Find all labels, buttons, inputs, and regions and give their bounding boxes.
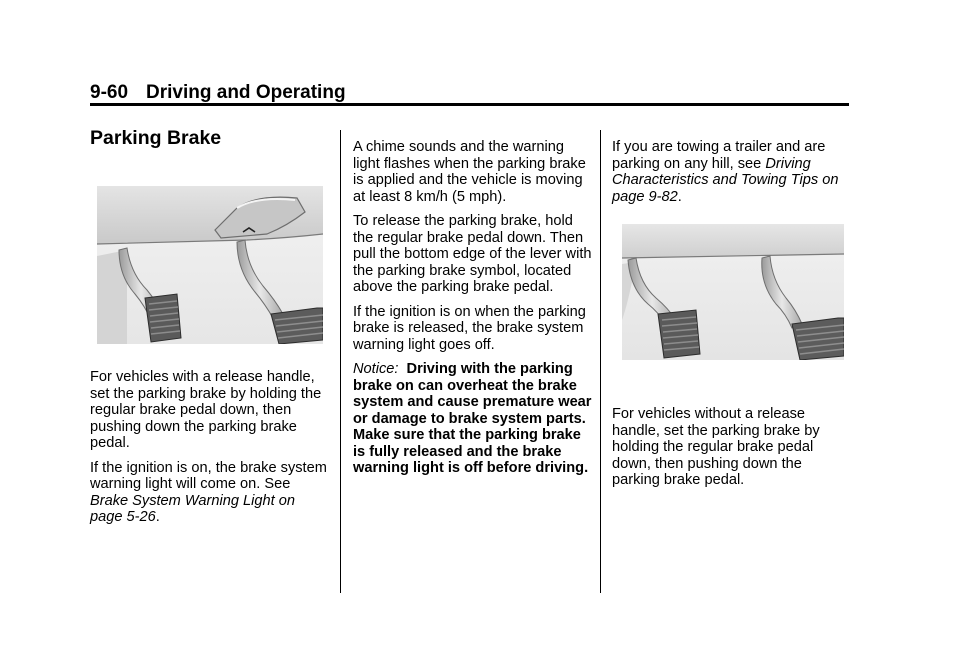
column-1-text bbox=[90, 369, 330, 534]
column-2-text bbox=[353, 139, 593, 485]
paragraph: For vehicles with a release handle, set the parking brake by holding the regular brake pedal down, then pushing down the parking brake pedal. bbox=[90, 369, 322, 451]
figure-parking-brake-without-release-handle bbox=[622, 224, 844, 360]
paragraph: If the ignition is on when the parking brake is released, the brake system warning light goes off. bbox=[353, 303, 586, 353]
header-rule bbox=[90, 103, 849, 106]
cross-reference-link[interactable]: Driving Characteristics and Towing Tips on page 9-82 bbox=[612, 155, 839, 205]
column-divider bbox=[340, 130, 341, 593]
paragraph: For vehicles without a release handle, set the parking brake by holding the regular brake pedal down, then pushing down the parking brake pedal. bbox=[612, 406, 820, 488]
column-3-lower-text bbox=[612, 406, 852, 497]
paragraph: If the ignition is on, the brake system warning light will come on. See Brake System Warning Light on page 5-26. bbox=[90, 459, 327, 525]
figure-parking-brake-with-release-handle bbox=[97, 186, 323, 344]
column-divider bbox=[600, 130, 601, 593]
page-header bbox=[90, 82, 346, 104]
notice bbox=[353, 361, 593, 477]
paragraph: If you are towing a trailer and are parking on any hill, see Driving Characteristics and Towing Tips on page 9-82. bbox=[612, 139, 839, 205]
page-number: 9-60 bbox=[90, 82, 129, 103]
column-3-text bbox=[612, 139, 852, 213]
paragraph: A chime sounds and the warning light flashes when the parking brake is applied and the vehicle is moving at least 8 km/h (5 mph). bbox=[353, 139, 586, 205]
notice-label: Notice: bbox=[353, 361, 399, 377]
cross-reference-link[interactable]: Brake System Warning Light on page 5-26 bbox=[90, 492, 295, 525]
paragraph: To release the parking brake, hold the regular brake pedal down. Then pull the bottom edge of the lever with the parking brake symbol, located above the parking brake pedal. bbox=[353, 213, 592, 295]
section-title: Parking Brake bbox=[90, 127, 222, 149]
chapter-title: Driving and Operating bbox=[146, 82, 346, 103]
notice-text: Driving with the parking brake on can overheat the brake system and cause premature wear or damage to brake system parts. Make sure that the parking brake is fully released and the brake warning light is off before driving. bbox=[353, 361, 592, 476]
